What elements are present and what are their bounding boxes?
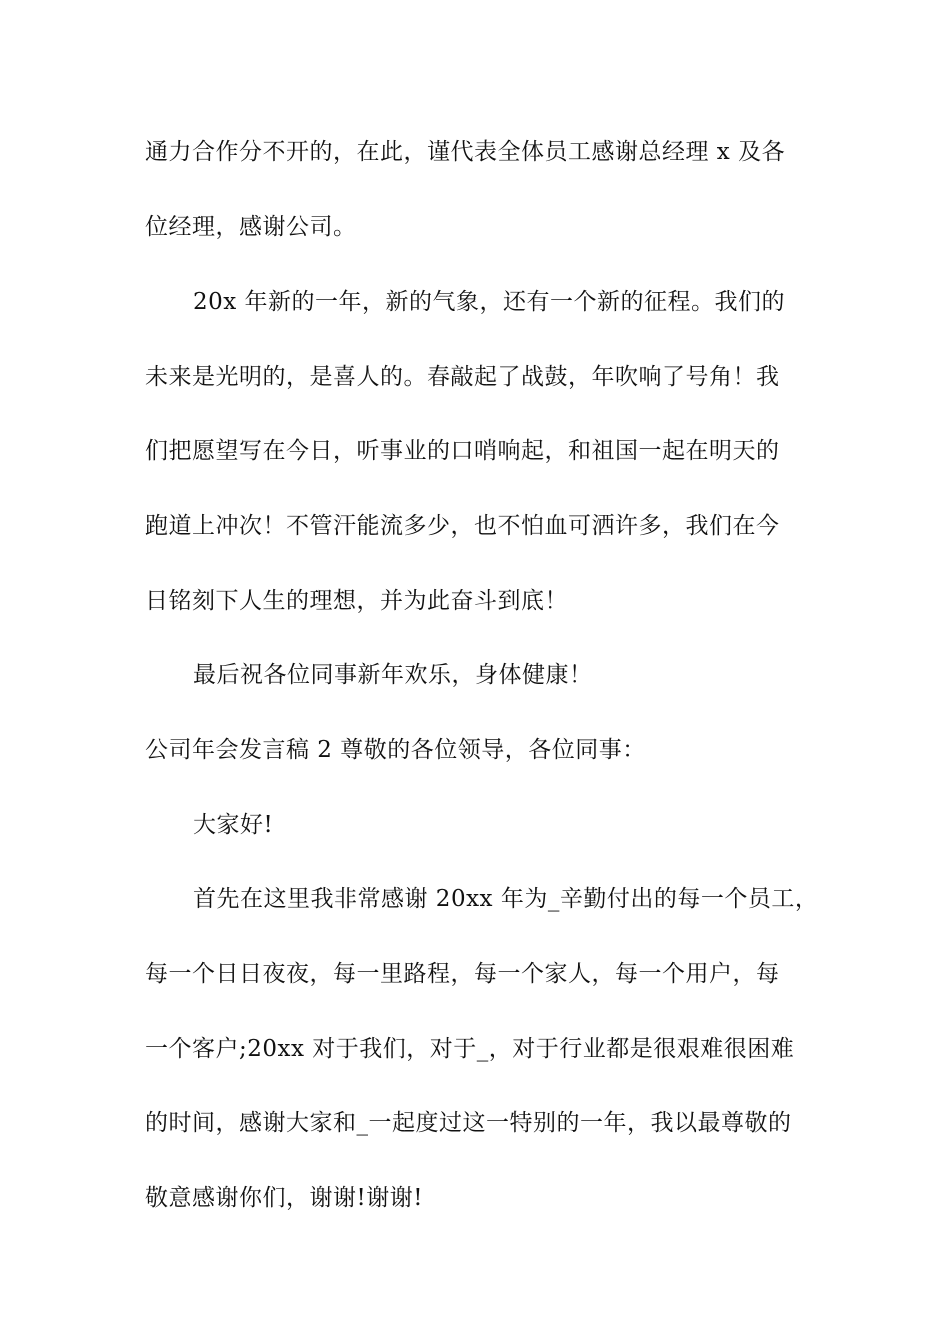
- text-line: 日铭刻下人生的理想，并为此奋斗到底！: [145, 588, 568, 614]
- greeting-line: 大家好!: [193, 812, 274, 838]
- text-line: 每一个日日夜夜，每一里路程，每一个家人，每一个用户，每: [145, 961, 780, 987]
- text-line: 敬意感谢你们，谢谢!谢谢!: [145, 1185, 423, 1211]
- text-line: 跑道上冲次！不管汗能流多少，也不怕血可洒许多，我们在今: [145, 513, 780, 539]
- paragraph-start-line: 首先在这里我非常感谢 20xx 年为_辛勤付出的每一个员工，: [193, 886, 819, 912]
- text-line: 的时间，感谢大家和_一起度过这一特别的一年，我以最尊敬的: [145, 1110, 792, 1136]
- section-heading-line: 公司年会发言稿 2 尊敬的各位领导，各位同事：: [145, 737, 646, 763]
- text-line: 们把愿望写在今日，听事业的口哨响起，和祖国一起在明天的: [145, 438, 780, 464]
- text-line: 未来是光明的，是喜人的。春敲起了战鼓，年吹响了号角！我: [145, 364, 780, 390]
- paragraph-start-line: 最后祝各位同事新年欢乐，身体健康！: [193, 662, 593, 688]
- text-line: 通力合作分不开的，在此，谨代表全体员工感谢总经理 x 及各: [145, 139, 786, 165]
- text-line: 一个客户;20xx 对于我们，对于_，对于行业都是很艰难很困难: [145, 1036, 795, 1062]
- text-line: 位经理，感谢公司。: [145, 214, 357, 240]
- paragraph-start-line: 20x 年新的一年，新的气象，还有一个新的征程。我们的: [193, 289, 786, 315]
